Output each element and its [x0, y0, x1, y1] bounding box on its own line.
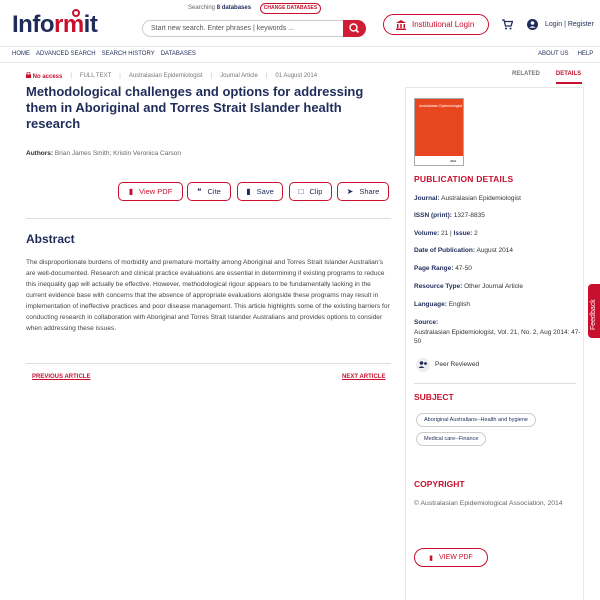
logo-text-it: it	[83, 11, 98, 38]
access-label: No access	[32, 74, 63, 80]
cover-badge: AEA	[450, 159, 457, 163]
quote-icon: ❝	[197, 187, 202, 196]
nav-home[interactable]: HOME	[12, 51, 30, 57]
pd-issue-value: 2	[474, 230, 478, 237]
lock-icon	[26, 72, 31, 78]
authors-line	[26, 150, 181, 157]
previous-article-link[interactable]: PREVIOUS ARTICLE	[32, 374, 91, 380]
pd-source-value: Australasian Epidemiologist, Vol. 21, No. 2, Aug 2014: 47-50	[414, 328, 581, 345]
pd-date	[414, 246, 582, 256]
searching-status	[188, 5, 251, 11]
pd-volume-value: 21	[440, 230, 449, 237]
pd-volume-issue: Volume: 21 | Issue: 2	[414, 230, 478, 237]
pd-language	[414, 300, 582, 310]
search-icon	[343, 20, 366, 37]
next-article-link[interactable]: NEXT ARTICLE	[342, 374, 386, 380]
view-pdf-label: View PDF	[139, 187, 173, 196]
clip-button[interactable]	[289, 182, 332, 201]
peer-reviewed-label: Peer Reviewed	[435, 361, 480, 368]
access-status	[26, 72, 62, 80]
pd-lang-value: English	[448, 301, 471, 308]
share-icon: ➤	[346, 187, 354, 196]
pd-journal	[414, 194, 582, 204]
pd-resource-type	[414, 282, 582, 292]
copyright-heading: COPYRIGHT	[414, 479, 465, 489]
tab-related[interactable]: RELATED	[512, 71, 540, 77]
subject-chip[interactable]: Aboriginal Australians--Health and hygiene	[416, 413, 536, 427]
pd-pages	[414, 264, 582, 274]
authors-label: Authors:	[26, 150, 54, 157]
fulltext-label: FULL TEXT	[79, 73, 112, 79]
cite-label: Cite	[207, 187, 221, 196]
account-icon[interactable]	[527, 19, 538, 30]
change-databases-button[interactable]: CHANGE DATABASES	[260, 3, 321, 14]
abstract-text: The disproportionate burdens of morbidity and premature mortality among Aboriginal and Torres Strait Islander Australian's are well-documented. Research and clinical practice evaluations are essential in determining if existing programs to reduce this inequality gap will actually be effective. However, methodological rigour appears to be fundamentally lacking in the current evidence base with concerns that the absence of appropriate evaluations alongside these programs may result in implementation of ineffective practices and poor disease management. This article highlights some of the existing barriers for conducting research in collaboration with Aboriginal and Torres Strait Islander Australians and provides options to consider when addressing these issues.	[26, 259, 390, 332]
copyright-text: © Australasian Epidemiological Association, 2014	[414, 500, 563, 507]
institution-icon	[396, 20, 406, 30]
login-register-link[interactable]: Login | Register	[545, 21, 594, 28]
pd-date-value: August 2014	[476, 247, 513, 254]
meta-separator: |	[70, 73, 72, 79]
nav-help[interactable]: HELP	[577, 51, 594, 57]
pd-source	[414, 318, 582, 347]
cover-title: Australasian Epidemiologist	[419, 104, 462, 108]
informit-logo[interactable]	[12, 11, 97, 39]
article-date: 01 August 2014	[275, 73, 318, 79]
logo-text-rm: rm	[53, 11, 84, 38]
peer-reviewed-icon	[416, 358, 430, 372]
pd-rtype-label: Resource Type:	[414, 283, 463, 290]
abstract-heading: Abstract	[26, 232, 75, 246]
article-type-label: Journal Article	[220, 73, 258, 79]
cart-icon[interactable]	[502, 19, 513, 30]
feedback-label: Feedback	[590, 299, 597, 330]
secondary-nav	[538, 51, 593, 57]
tab-details[interactable]: DETAILS	[555, 71, 582, 77]
pdf-file-icon: ▮	[128, 187, 134, 196]
pd-date-label: Date of Publication:	[414, 247, 476, 254]
pd-journal-value[interactable]: Australasian Epidemiologist	[441, 195, 521, 202]
institutional-login-button[interactable]	[383, 14, 489, 35]
pd-source-label: Source:	[414, 319, 439, 326]
crop-icon: □	[298, 187, 304, 196]
cite-button[interactable]	[187, 182, 231, 201]
feedback-tab[interactable]	[588, 284, 600, 338]
pd-issn	[414, 211, 582, 221]
divider	[414, 383, 576, 384]
pd-pages-label: Page Range:	[414, 265, 454, 272]
pd-lang-label: Language:	[414, 301, 447, 308]
logo-text-info: Info	[12, 11, 54, 38]
clip-label: Clip	[309, 187, 323, 196]
pd-volume-label: Volume:	[414, 230, 440, 237]
publication-details-heading: PUBLICATION DETAILS	[414, 174, 514, 184]
meta-separator: |	[210, 73, 213, 79]
article-title: Methodological challenges and options for addressing them in Aboriginal and Torres Strait Islander health research	[26, 84, 364, 131]
journal-label: Australasian Epidemiologist	[128, 73, 203, 79]
nav-databases[interactable]: DATABASES	[160, 51, 196, 57]
panel-view-pdf-button[interactable]	[414, 548, 488, 567]
view-pdf-button[interactable]	[118, 182, 183, 201]
article-meta	[26, 72, 317, 80]
save-label: Save	[256, 187, 274, 196]
searching-label: Searching	[188, 5, 216, 11]
divider	[26, 218, 391, 219]
search-input[interactable]: Start new search. Enter phrases | keywords ...	[142, 20, 344, 37]
nav-about-us[interactable]: ABOUT US	[538, 51, 569, 57]
meta-separator: |	[265, 73, 268, 79]
primary-nav	[12, 51, 196, 57]
pd-journal-label: Journal:	[414, 195, 440, 202]
nav-search-history[interactable]: SEARCH HISTORY	[101, 51, 155, 57]
pd-issue-label: Issue:	[453, 230, 473, 237]
pdf-file-icon: ▮	[429, 554, 433, 562]
subject-heading: SUBJECT	[414, 392, 454, 402]
share-label: Share	[359, 187, 380, 196]
authors-names[interactable]: Brian James Smith; Kristin Veronica Carson	[54, 150, 181, 157]
nav-advanced-search[interactable]: ADVANCED SEARCH	[36, 51, 96, 57]
subject-chip[interactable]: Medical care--Finance	[416, 432, 486, 446]
panel-view-pdf-label: VIEW PDF	[439, 554, 473, 561]
share-button[interactable]	[337, 182, 389, 201]
active-tab-indicator	[556, 82, 582, 84]
pd-pages-value: 47-50	[455, 265, 472, 272]
save-button[interactable]	[237, 182, 283, 201]
bookmark-icon: ▮	[246, 187, 251, 196]
logo-circle-icon	[72, 9, 80, 17]
pd-rtype-value: Other Journal Article	[464, 283, 523, 290]
pd-issn-value: 1327-8835	[453, 212, 485, 219]
journal-cover-image[interactable]	[414, 98, 464, 166]
database-count: 8 databases	[216, 5, 252, 11]
institutional-login-label: Institutional Login	[412, 20, 475, 29]
divider	[26, 363, 391, 364]
pd-issn-label: ISSN (print):	[414, 212, 452, 219]
search-button[interactable]	[343, 20, 366, 37]
meta-separator: |	[119, 73, 121, 79]
panel-tabs	[512, 71, 581, 77]
